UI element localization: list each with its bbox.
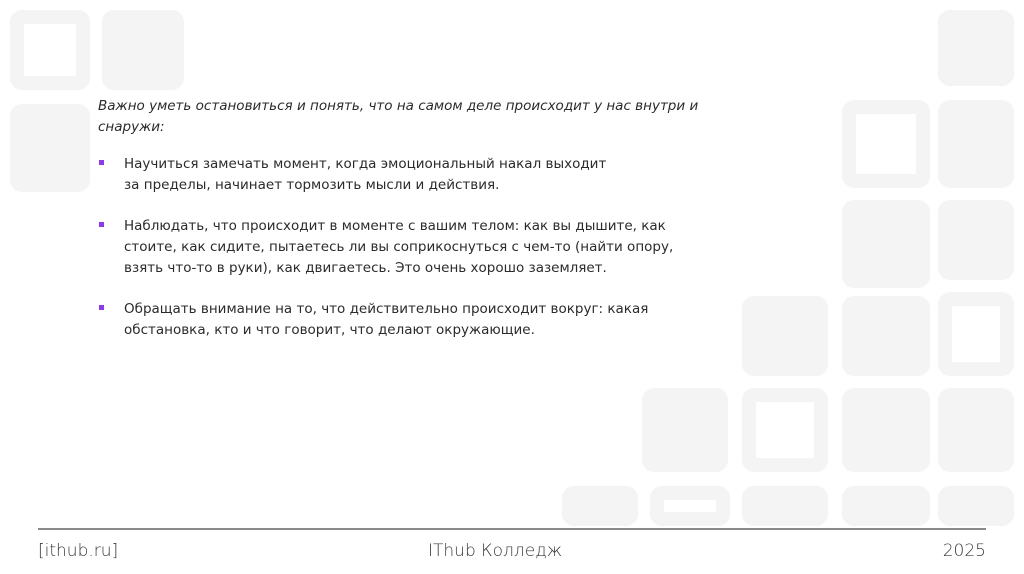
- bullet-list: [108, 154, 748, 341]
- bullet-line: Наблюдать, что происходит в моменте с вашим телом: как вы дышите, как: [124, 218, 666, 234]
- bg-tile: [650, 486, 730, 526]
- bg-tile: [10, 10, 90, 90]
- bg-tile: [938, 100, 1014, 188]
- bg-tile: [742, 296, 828, 376]
- bg-tile: [938, 200, 1014, 280]
- footer-divider: [38, 528, 986, 530]
- bullet-line: Научиться замечать момент, когда эмоциональный накал выходит: [124, 156, 607, 172]
- bg-tile: [842, 100, 930, 188]
- footer-brand: IThub Колледж: [428, 541, 563, 561]
- square-bullet-icon: [99, 305, 104, 310]
- square-bullet-icon: [99, 222, 104, 227]
- bullet-line: Обращать внимание на то, что действительно происходит вокруг: какая: [124, 301, 649, 317]
- bg-tile: [842, 486, 930, 526]
- list-item: [108, 216, 748, 279]
- bg-tile: [742, 486, 828, 526]
- bg-tile: [562, 486, 638, 526]
- bullet-line: за пределы, начинает тормозить мысли и действия.: [124, 177, 500, 193]
- bg-tile: [742, 388, 828, 472]
- list-item: [108, 154, 748, 196]
- bg-tile: [842, 296, 930, 376]
- list-item: [108, 299, 748, 341]
- bullet-line: взять что-то в руки), как двигаетесь. Это очень хорошо заземляет.: [124, 260, 607, 276]
- footer-year: 2025: [942, 541, 986, 561]
- bg-tile: [842, 388, 930, 472]
- slide-content: [98, 96, 748, 361]
- bg-tile: [938, 292, 1014, 376]
- bullet-line: обстановка, кто и что говорит, что делают окружающие.: [124, 322, 535, 338]
- bg-tile: [842, 200, 930, 288]
- bg-tile: [642, 388, 728, 472]
- bg-tile: [102, 10, 184, 90]
- bg-tile: [938, 388, 1014, 472]
- bg-tile: [938, 10, 1014, 86]
- bg-tile: [938, 486, 1014, 526]
- square-bullet-icon: [99, 160, 104, 165]
- footer-site: [ithub.ru]: [38, 541, 119, 561]
- bg-tile: [10, 104, 90, 192]
- bullet-line: стоите, как сидите, пытаетесь ли вы соприкоснуться с чем-то (найти опору,: [124, 239, 674, 255]
- intro-text: Важно уметь остановиться и понять, что на самом деле происходит у нас внутри и снаружи:: [98, 98, 699, 135]
